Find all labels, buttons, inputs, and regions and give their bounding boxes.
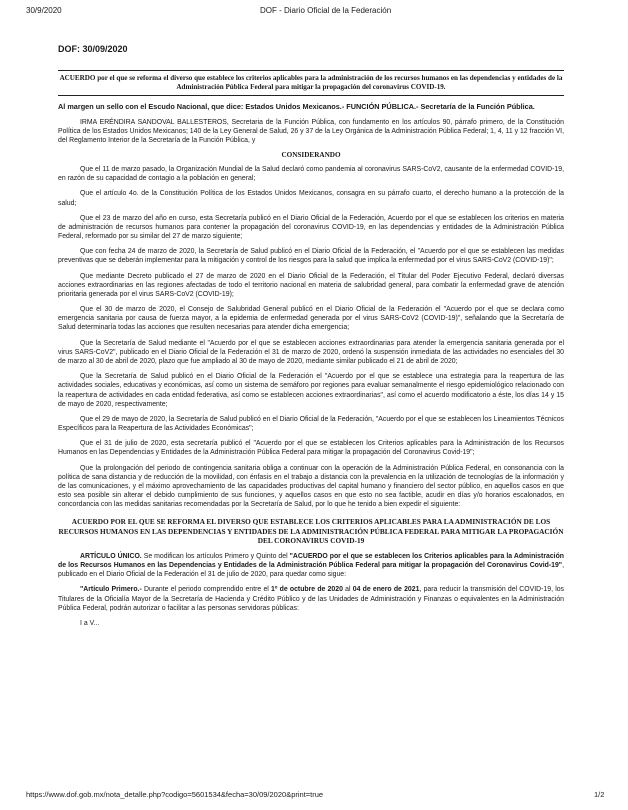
intro-paragraph: IRMA ERÉNDIRA SANDOVAL BALLESTEROS, Secretaria de la Función Pública, con fundamento en los artículos 90, párrafo primero, de la Constitución Política de los Estados Unidos Mexicanos; 140 de la Ley General de Salud, 26 y 37 de la Ley Orgánica de la Administración Pública Federal; 1, 4, 11 y 12 fracción VI, del Reglamento Interior de la Secretaría de la Función Pública, y (58, 118, 564, 144)
paragraph: Que mediante Decreto publicado el 27 de marzo de 2020 en el Diario Oficial de la Federación, el Titular del Poder Ejecutivo Federal, declaró diversas acciones extraordinarias en las regiones afectadas de todo el territorio nacional en materia de salubridad general, para combatir la enfermedad grave de atención prioritaria generada por el virus SARS-CoV2 (COVID-19); (58, 272, 564, 298)
primero-label: "Artículo Primero.- (80, 586, 142, 594)
articulo-text-end: , publicado en el Diario Oficial de la Federación el 31 de julio de 2020, para quedar como sigue: (58, 562, 564, 579)
document-body (58, 44, 564, 634)
acuerdo-heading: ACUERDO POR EL QUE SE REFORMA EL DIVERSO QUE ESTABLECE LOS CRITERIOS APLICABLES PARA LA ADMINISTRACIÓN DE LOS RECURSOS HUMANOS EN LAS DEPENDENCIAS Y ENTIDADES DE LA ADMINISTRACIÓN PÚBLICA FEDERAL PARA MITIGAR LA PROPAGACIÓN DEL CORONAVIRUS COVID-19 (58, 517, 564, 546)
paragraph: Que el 31 de julio de 2020, esta secretaría publicó el "Acuerdo por el que se establecen los Criterios aplicables para la Administración de los Recursos Humanos en las Dependencias y Entidades de la Administración Pública Federal para mitigar la propagación del Coronavirus Covid-19"; (58, 440, 564, 457)
paragraph: Que el 30 de marzo de 2020, el Consejo de Salubridad General publicó en el Diario Oficial de la Federación el "Acuerdo por el que se declara como emergencia sanitaria por causa de fuerza mayor, a la epidemia de enfermedad generada por el virus SARS-CoV2 (COVID-19)", señalando que la Secretaría de Salud determinaría todas las acciones que resulten necesarias para atender dicha emergencia; (58, 306, 564, 332)
primero-text-end: , para reducir la transmisión del COVID-19, los Titulares de la Oficialía Mayor de la Secretaría de Hacienda y Crédito Público y de las Unidades de Administración y Finanzas o equivalentes en la Administración Pública Federal, podrán autorizar o facilitar a las personas servidoras públicas: (58, 586, 565, 612)
considerando-heading: CONSIDERANDO (281, 151, 341, 160)
paragraph: Que la prolongación del periodo de contingencia sanitaria obliga a continuar con la operación de la Administración Pública Federal, en consonancia con la política de sana distancia y de reducción de la movilidad, con énfasis en el trabajo a distancia con la prevalencia en la utilización de tecnologías de la información y de las comunicaciones, y el máximo aprovechamiento de las capacidades productivas del capital humano y financiero del sector público, en aquellos casos en que esto sea posible sin alterar el debido cumplimiento de sus funciones, y aquellos casos en que esto no sea factible, acudir en días y/o horarios escalonados, en concordancia con las medidas sanitarias recomendadas por la Secretaría de Salud, por lo que he tenido a bien expedir el siguiente: (58, 464, 564, 509)
articulo-label: ARTÍCULO ÚNICO. (80, 552, 142, 560)
page-number: 1/2 (594, 790, 605, 799)
seal-statement: Al margen un sello con el Escudo Nacional, que dice: Estados Unidos Mexicanos.- FUNCIÓN PÚBLICA.- Secretaría de la Función Pública. (58, 102, 535, 112)
paragraph: Que el 11 de marzo pasado, la Organización Mundial de la Salud declaró como pandemia al coronavirus SARS-CoV2, causante de la enfermedad COVID-19, en razón de su capacidad de contagio a la población en general; (58, 166, 564, 183)
document-title: ACUERDO por el que se reforma el diverso que establece los criterios aplicables para la administración de los recursos humanos en las dependencias y entidades de la Administración Pública Federal para mitigar la propagación del coronavirus COVID-19. (58, 70, 564, 96)
primero-text: Durante el periodo comprendido entre el (141, 586, 272, 594)
site-title: DOF - Diario Oficial de la Federación (260, 6, 392, 15)
articulo-primero (58, 585, 564, 613)
dof-date: DOF: 30/09/2020 (58, 44, 128, 54)
paragraph: Que el artículo 4o. de la Constitución Política de los Estados Unidos Mexicanos, consagra en su párrafo cuarto, el derecho humano a la protección de la salud; (58, 190, 564, 207)
page-url: https://www.dof.gob.mx/nota_detalle.php?codigo=5601534&fecha=30/09/2020&print=true (26, 790, 324, 799)
paragraph: Que la Secretaría de Salud mediante el "Acuerdo por el que se establecen acciones extraordinarias para atender la emergencia sanitaria generada por el virus SARS-CoV2", publicado en el Diario Oficial de la Federación el 31 de marzo de 2020, ordenó la suspensión inmediata de las actividades no esenciales del 30 de marzo al 30 de abril de 2020, plazo que fue ampliado al 30 de mayo de 2020, mediante similar publicado el 21 de abril de 2020; (58, 339, 564, 365)
paragraph: Que el 29 de mayo de 2020, la Secretaría de Salud publicó en el Diario Oficial de la Federación, "Acuerdo por el que se establecen los Lineamientos Técnicos Específicos para la Reapertura de las Actividades Económicas"; (58, 415, 564, 433)
primero-text: al (342, 586, 353, 594)
paragraph: Que con fecha 24 de marzo de 2020, la Secretaría de Salud publicó en el Diario Oficial de la Federación, el "Acuerdo por el que se establecen las medidas preventivas que se deberán implementar para la mitigación y control de los riesgos para la salud que implica la enfermedad por el virus SARS-CoV2 (COVID-19)"; (58, 248, 564, 265)
paragraph: Que el 23 de marzo del año en curso, esta Secretaría publicó en el Diario Oficial de la Federación, Acuerdo por el que se establecen los criterios en materia de administración de recursos humanos para contener la propagación del coronavirus COVID-19, en las dependencias y entidades de la Administración Pública Federal, reformado por su similar del 27 de marzo siguiente; (58, 214, 564, 241)
primero-date-end: 04 de enero de 2021 (352, 586, 420, 594)
articulo-bold: "ACUERDO por el que se establecen los Criterios aplicables para la Administración de los Recursos Humanos en las Dependencias y Entidades de la Administración Pública Federal para mitigar la propagación del Coronavirus Covid-19" (58, 552, 564, 570)
list-item: I a V... (80, 619, 100, 627)
articulo-text: Se modifican los artículos Primero y Quinto del (141, 552, 290, 560)
print-date: 30/9/2020 (26, 6, 62, 15)
primero-date-start: 1º de octubre de 2020 (271, 586, 343, 594)
articulo-unico (58, 552, 564, 580)
paragraph: Que la Secretaría de Salud publicó en el Diario Oficial de la Federación el "Acuerdo por el que se establece una estrategia para la reapertura de las actividades sociales, educativas y económicas, así como un sistema de semáforo por regiones para evaluar semanalmente el riesgo epidemiológico relacionado con la reapertura de actividades en cada entidad federativa, así como se establecen acciones extraordinarias", así como el acuerdo modificatorio a éste, los días 14 y 15 de mayo de 2020, respectivamente; (58, 373, 564, 408)
